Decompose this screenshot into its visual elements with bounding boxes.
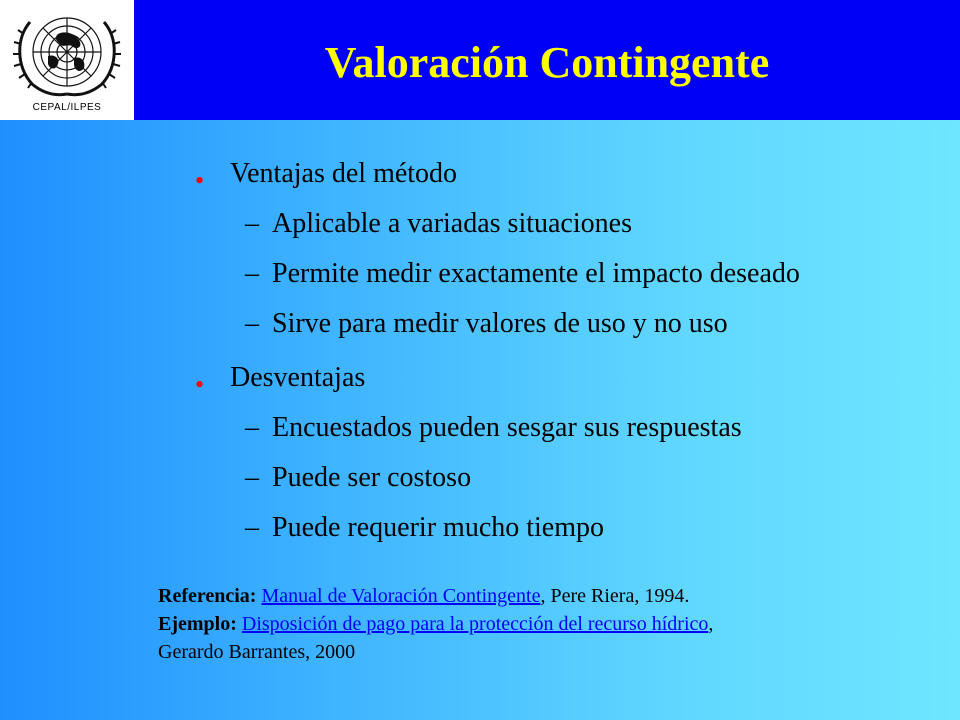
organization-caption: CEPAL/ILPES [32, 102, 102, 113]
dash-marker: – [245, 462, 259, 493]
section-heading: Desventajas [230, 362, 366, 393]
example-punctuation: , [708, 613, 714, 635]
sub-bullet-text: Sirve para medir valores de uso y no uso [272, 308, 728, 339]
example-link[interactable]: Disposición de pago para la protección del recurso hídrico [241, 613, 709, 635]
example-line [158, 610, 918, 638]
dash-marker: – [245, 258, 259, 289]
section-heading: Ventajas del método [230, 158, 458, 189]
dash-marker: – [245, 308, 259, 339]
reference-label: Referencia: [158, 585, 257, 607]
sub-bullet-text: Aplicable a variadas situaciones [272, 208, 632, 239]
sub-bullet-text: Permite medir exactamente el impacto deseado [272, 258, 800, 289]
sub-bullet-text: Puede requerir mucho tiempo [272, 512, 605, 543]
reference-line [158, 582, 918, 610]
sub-bullet-text: Puede ser costoso [272, 462, 472, 493]
bullet-icon: • [195, 370, 205, 399]
bullet-icon: • [195, 166, 205, 195]
example-label: Ejemplo: [158, 613, 237, 635]
reference-block [158, 582, 918, 666]
sub-bullet-text: Encuestados pueden sesgar sus respuestas [272, 412, 742, 443]
un-emblem-icon [10, 4, 124, 100]
logo-panel [0, 0, 134, 120]
slide-title: Valoración Contingente [324, 38, 770, 87]
reference-citation: , Pere Riera, 1994. [540, 585, 690, 607]
dash-marker: – [245, 512, 259, 543]
dash-marker: – [245, 412, 259, 443]
header-bar [0, 0, 960, 120]
reference-link[interactable]: Manual de Valoración Contingente [261, 585, 541, 607]
dash-marker: – [245, 208, 259, 239]
example-author: Gerardo Barrantes, 2000 [158, 641, 356, 663]
